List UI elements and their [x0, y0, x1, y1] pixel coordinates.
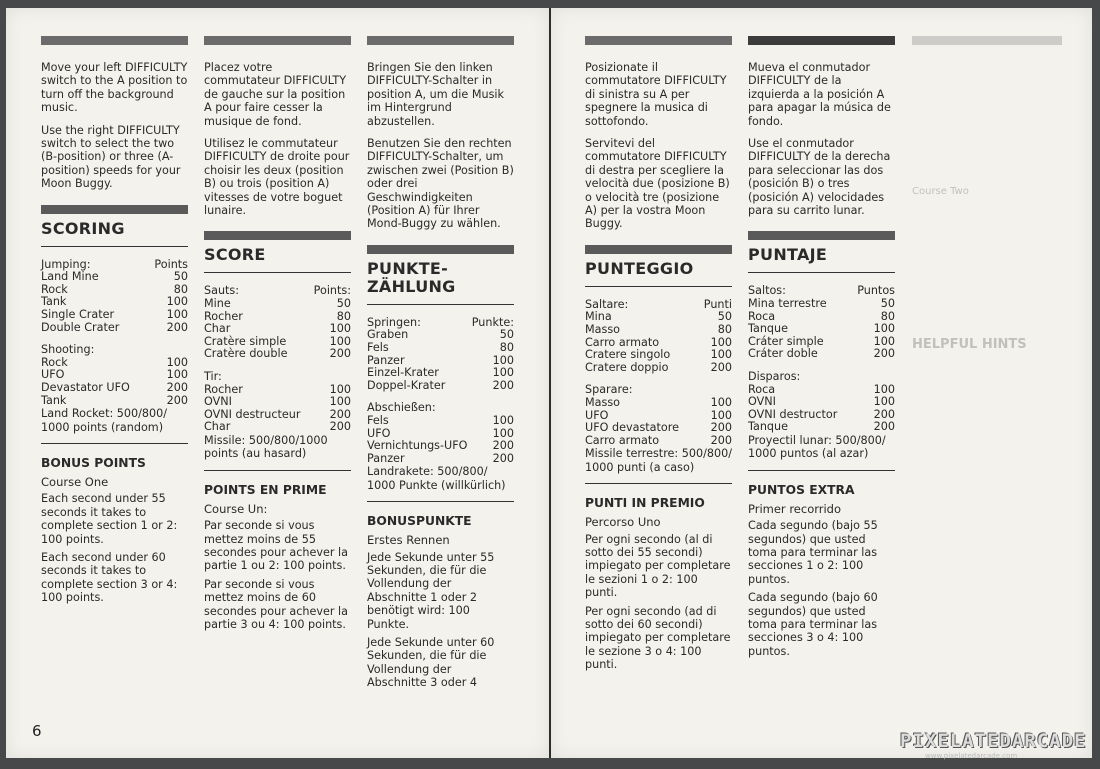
bonus-rule-1: Jede Sekunde unter 55 Sekunden, die für die Vollendung der Abschnitte 1 oder 2 benötigt wird: 100 Punkte. [367, 550, 495, 631]
score-label: Roca [748, 382, 776, 396]
bleedthrough-heading: HELPFUL HINTS [912, 337, 1027, 352]
score-label: OVNI destructeur [204, 407, 301, 421]
table-row [367, 367, 514, 380]
heading-bar [748, 231, 895, 240]
table-row [748, 323, 895, 336]
table-row [41, 382, 188, 395]
score-value: Points: [313, 284, 351, 298]
divider [367, 501, 514, 502]
score-value: 100 [873, 395, 895, 409]
watermark-url: www.pixelatedarcade.com [925, 752, 1018, 760]
score-value: 100 [492, 366, 514, 380]
table-header-row [367, 402, 514, 415]
score-label: Fels [367, 341, 389, 355]
bonus-rule-2: Per ogni secondo (ad di sotto dei 60 secondi) impiegato per completare le sezione 3 o 4: 100 punti. [585, 604, 731, 672]
score-value: 80 [717, 323, 732, 337]
table-row [204, 421, 351, 434]
score-label: Tank [41, 393, 67, 407]
divider [585, 286, 732, 287]
rocket-points: Proyectil lunar: 500/800/ 1000 puntos (al azar) [748, 434, 886, 461]
intro-music: Posizionate il commutatore DIFFICULTY di sinistra su A per spegnere la musica di sottofondo. [585, 61, 727, 128]
bonus-heading: POINTS EN PRIME [204, 482, 327, 497]
score-label: Springen: [367, 315, 421, 329]
bleedthrough-column [912, 36, 1062, 351]
score-label: Sauts: [204, 284, 240, 298]
score-label: Cráter doble [748, 347, 818, 361]
score-value: 100 [492, 414, 514, 428]
table-row [585, 362, 732, 375]
score-label: Single Crater [41, 308, 115, 322]
divider [41, 443, 188, 444]
heading-bar [204, 231, 351, 240]
score-label: Sparare: [585, 383, 633, 397]
score-label: Cratère double [204, 347, 288, 361]
score-label: Double Crater [41, 320, 120, 334]
score-label: UFO [367, 426, 391, 440]
table-header-row [41, 344, 188, 357]
score-value: 100 [166, 295, 188, 309]
bonus-rule-1: Par seconde si vous mettez moins de 55 secondes pour achever la partie 1 ou 2: 100 points. [204, 519, 348, 573]
divider [748, 272, 895, 273]
bleedthrough-course: Course Two [912, 186, 969, 197]
table-row [204, 348, 351, 361]
table-row [748, 396, 895, 409]
heading-bar [41, 205, 188, 214]
score-label: Jumping: [41, 257, 91, 271]
table-row [204, 298, 351, 311]
score-value: 80 [173, 282, 188, 296]
score-value: 80 [499, 341, 514, 355]
score-value: 200 [492, 378, 514, 392]
score-label: Cratere singolo [585, 348, 671, 362]
score-label: Tir: [204, 370, 222, 384]
section-bar [204, 36, 351, 45]
divider [585, 483, 732, 484]
score-label: Shooting: [41, 343, 95, 357]
table-row [748, 298, 895, 311]
intro-music: Move your left DIFFICULTY switch to the A position to turn off the background music. [41, 61, 188, 115]
score-value: 200 [329, 347, 351, 361]
table-row [585, 422, 732, 435]
score-label: Abschießen: [367, 401, 436, 415]
score-label: Panzer [367, 451, 405, 465]
score-table [204, 285, 351, 434]
rocket-points: Landrakete: 500/800/ 1000 Punkte (willkürlich) [367, 465, 506, 492]
table-row [41, 395, 188, 408]
scoring-heading: SCORE [204, 245, 266, 265]
table-row [367, 453, 514, 466]
divider [204, 272, 351, 273]
section-bar [748, 36, 895, 45]
table-spacer [204, 361, 351, 371]
table-row [41, 309, 188, 322]
rocket-points: Land Rocket: 500/800/ 1000 points (random) [41, 407, 168, 434]
score-value: 100 [166, 355, 188, 369]
column-italian [585, 36, 732, 681]
score-value: 100 [710, 396, 732, 410]
score-label: Carro armato [585, 433, 660, 447]
intro-music: Placez votre commutateur DIFFICULTY de gauche sur la position A pour faire cesser la musique de fond. [204, 61, 347, 128]
bonus-heading: PUNTI IN PREMIO [585, 496, 705, 511]
table-row [41, 322, 188, 335]
bonus-heading: BONUS POINTS [41, 456, 146, 470]
score-label: Doppel-Krater [367, 378, 446, 392]
table-row [585, 435, 732, 448]
score-label: Carro armato [585, 335, 660, 349]
score-value: 100 [329, 382, 351, 396]
rocket-points: Missile terrestre: 500/800/ 1000 punti (a caso) [585, 447, 733, 474]
table-row [367, 440, 514, 453]
divider [41, 246, 188, 247]
table-header-row [204, 371, 351, 384]
score-table [41, 259, 188, 408]
score-label: Masso [585, 323, 621, 337]
score-value: 100 [873, 334, 895, 348]
heading-bar [367, 245, 514, 254]
score-table [748, 285, 895, 434]
score-value: Punkte: [471, 315, 514, 329]
score-value: 200 [329, 407, 351, 421]
table-row [748, 421, 895, 434]
divider [367, 304, 514, 305]
course-label: Percorso Uno [585, 515, 661, 530]
table-row [585, 397, 732, 410]
score-label: Tanque [748, 322, 789, 336]
score-value: 80 [336, 309, 351, 323]
table-row [367, 415, 514, 428]
score-value: 80 [880, 309, 895, 323]
scoring-heading: PUNKTE-ZÄHLUNG [367, 258, 456, 296]
score-value: 100 [492, 426, 514, 440]
score-label: Rocher [204, 382, 243, 396]
score-label: Devastator UFO [41, 381, 130, 394]
score-table [585, 299, 732, 448]
table-row [204, 396, 351, 409]
bonus-rule-2: Cada segundo (bajo 60 segundos) que usted toma para terminar las secciones 3 o 4: 100 puntos. [748, 591, 878, 658]
score-label: Char [204, 322, 231, 336]
scoring-heading: PUNTAJE [748, 245, 828, 265]
score-value [310, 371, 351, 384]
score-label: OVNI destructor [748, 407, 838, 421]
score-value: 50 [717, 310, 732, 324]
score-label: Saltos: [748, 284, 786, 298]
score-label: OVNI [748, 395, 776, 409]
score-label: Graben [367, 328, 409, 342]
course-label: Primer recorrido [748, 501, 842, 516]
heading-bar [585, 245, 732, 254]
divider [204, 470, 351, 471]
score-value: 100 [710, 348, 732, 362]
bonus-heading: BONUSPUNKTE [367, 514, 472, 529]
score-value: 100 [329, 395, 351, 409]
table-row [367, 342, 514, 355]
score-label: Tanque [748, 420, 789, 434]
score-label: Fels [367, 414, 389, 428]
table-row [585, 324, 732, 337]
score-label: Einzel-Krater [367, 366, 439, 380]
course-label: Course One [41, 475, 109, 489]
score-value: Punti [703, 297, 732, 311]
score-label: UFO devastatore [585, 421, 679, 435]
score-label: Land Mine [41, 270, 99, 284]
score-value: 100 [873, 382, 895, 396]
intro-speed: Benutzen Sie den rechten DIFFICULTY-Schalter, um zwischen zwei (Position B) oder drei Geschwindigkeiten (Position A) für Ihrer Mond-Buggy zu wählen. [367, 137, 514, 231]
score-value: 200 [492, 451, 514, 465]
intro-speed: Use el conmutador DIFFICULTY de la derecha para seleccionar las dos (posición B) o tres (posición A) velocidades para su carrito lunar. [748, 137, 891, 218]
score-value [851, 371, 895, 384]
score-label: OVNI [204, 395, 232, 409]
score-value: 200 [166, 320, 188, 334]
score-label: Panzer [367, 353, 405, 367]
score-value: 100 [329, 322, 351, 336]
score-value: 50 [173, 270, 188, 284]
score-value: 50 [880, 297, 895, 311]
score-label: Char [204, 420, 231, 434]
score-label: UFO [41, 368, 65, 382]
bonus-rule-1: Each second under 55 seconds it takes to complete section 1 or 2: 100 points. [41, 492, 178, 546]
score-value: 200 [873, 347, 895, 361]
scoring-heading: PUNTEGGIO [585, 258, 694, 278]
table-row [41, 271, 188, 284]
score-label: Cráter simple [748, 334, 824, 348]
column-spanish [748, 36, 895, 667]
score-value: 100 [873, 322, 895, 336]
score-label: Cratère simple [204, 334, 287, 348]
score-label: Rock [41, 355, 68, 369]
score-value: 200 [873, 420, 895, 434]
score-value: 100 [710, 408, 732, 422]
bonus-rule-2: Jede Sekunde unter 60 Sekunden, die für die Vollendung der Abschnitte 3 oder 4 [367, 636, 495, 690]
column-english [41, 36, 188, 614]
bonus-heading: PUNTOS EXTRA [748, 482, 855, 497]
intro-music: Bringen Sie den linken DIFFICULTY-Schalter in position A, um die Musik im Hintergrund abzustellen. [367, 61, 504, 128]
scoring-heading: SCORING [41, 218, 125, 238]
score-value: 100 [329, 334, 351, 348]
intro-speed: Use the right DIFFICULTY switch to select the two (B-position) or three (A-position) speeds for your Moon Buggy. [41, 123, 181, 191]
score-value: 50 [499, 328, 514, 342]
score-value: 200 [329, 420, 351, 434]
intro-speed: Servitevi del commutatore DIFFICULTY di destra per scegliere la velocità due (posizione B) o velocità tre (posizione A) per la vostra Moon Buggy. [585, 137, 730, 231]
score-label: Cratere doppio [585, 360, 669, 374]
bonus-rule-2: Each second under 60 seconds it takes to complete section 3 or 4: 100 points. [41, 551, 178, 605]
score-label: Mine [204, 297, 231, 311]
score-value: 100 [166, 308, 188, 322]
intro-speed: Utilisez le commutateur DIFFICULTY de droite pour choisir les deux (position B) ou trois (position A) vitesses de votre boguet lunaire. [204, 137, 350, 218]
score-label: Vernichtungs-UFO [367, 439, 468, 453]
rocket-points: Missile: 500/800/1000 points (au hasard) [204, 434, 328, 461]
score-value: Points [154, 257, 188, 271]
score-label: Roca [748, 309, 776, 323]
intro-music: Mueva el conmutador DIFFICULTY de la izquierda a la posición A para apagar la música de fondo. [748, 61, 891, 128]
score-value: 200 [710, 360, 732, 374]
score-value: 200 [166, 393, 188, 407]
watermark-logo: PIXELATEDARCADE [900, 730, 1087, 752]
score-value: 200 [710, 421, 732, 435]
table-row [748, 348, 895, 361]
score-value [148, 344, 188, 357]
score-label: Rocher [204, 309, 243, 323]
score-label: UFO [585, 408, 609, 422]
score-value: 100 [166, 368, 188, 382]
table-row [204, 323, 351, 336]
score-label: Mina [585, 310, 612, 324]
score-value: 200 [710, 433, 732, 447]
bonus-rule-1: Cada segundo (bajo 55 segundos) que usted toma para terminar las secciones 1 o 2: 100 puntos. [748, 519, 878, 586]
divider [748, 470, 895, 471]
score-value: 100 [710, 335, 732, 349]
section-bar [367, 36, 514, 45]
score-label: Tank [41, 295, 67, 309]
score-label: Mina terrestre [748, 297, 827, 311]
course-label: Erstes Rennen [367, 533, 450, 548]
score-label: Rock [41, 282, 68, 296]
score-value: 100 [492, 353, 514, 367]
score-label: Masso [585, 396, 621, 410]
bonus-rule-2: Par seconde si vous mettez moins de 60 secondes pour achever la partie 3 ou 4: 100 points. [204, 577, 348, 632]
page-number: 6 [32, 722, 42, 740]
course-label: Course Un: [204, 501, 268, 516]
table-row [367, 329, 514, 342]
bonus-rule-1: Per ogni secondo (al di sotto dei 55 secondi) impiegato per completare le sezioni 1 o 2: 100 punti. [585, 532, 731, 600]
score-value: 50 [336, 297, 351, 311]
score-label: Disparos: [748, 370, 801, 384]
score-value: 200 [166, 381, 188, 394]
section-bar [41, 36, 188, 45]
table-row [585, 349, 732, 362]
column-german [367, 36, 514, 699]
score-value: 200 [492, 439, 514, 453]
score-label: Saltare: [585, 297, 629, 311]
section-bar [585, 36, 732, 45]
score-table [367, 317, 514, 466]
score-value: 200 [873, 407, 895, 421]
table-header-row [748, 371, 895, 384]
column-french [204, 36, 351, 640]
table-row [367, 380, 514, 393]
score-value: Puntos [857, 284, 895, 298]
